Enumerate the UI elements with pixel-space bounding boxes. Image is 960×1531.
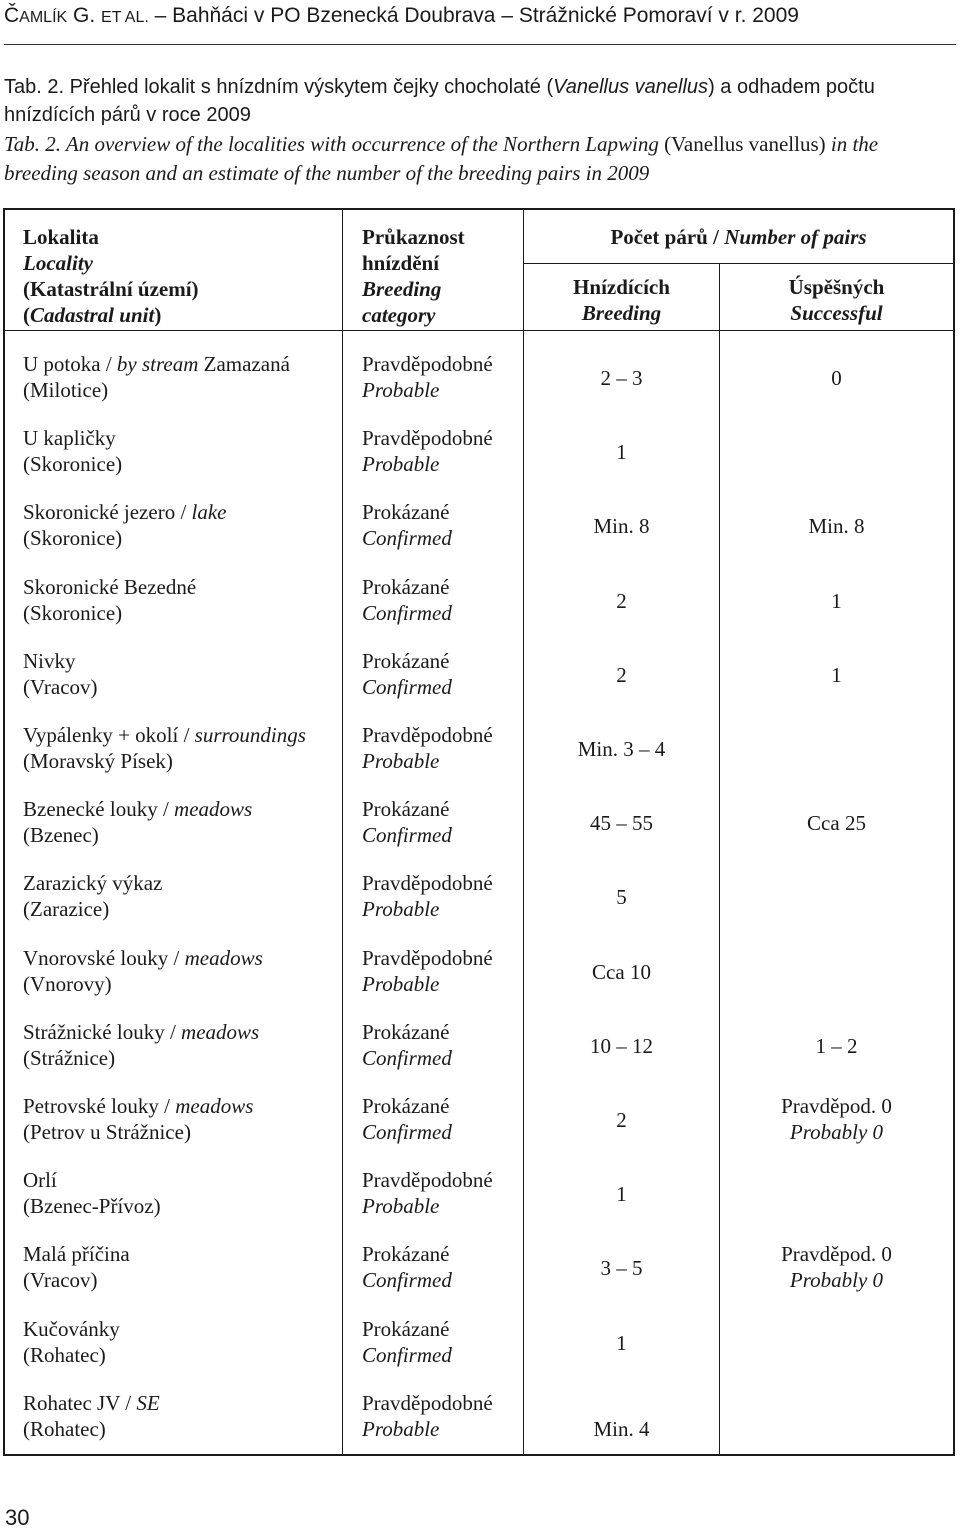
- table-frame: [3, 208, 955, 1456]
- locality-name-text: Skoronické jezero /: [23, 500, 192, 524]
- category-en: Probable: [362, 749, 440, 773]
- header-subdivider: [523, 263, 953, 264]
- cadastral-unit: (Skoronice): [23, 452, 123, 476]
- breeding-pairs: Cca 10: [592, 960, 651, 984]
- header-category-cz1: Průkaznost: [362, 225, 465, 249]
- category-cz: Prokázané: [362, 797, 450, 821]
- cadastral-unit: (Vracov): [23, 1268, 98, 1292]
- cadastral-unit: (Petrov u Strážnice): [23, 1120, 191, 1144]
- successful-pairs-en: Probably 0: [789, 1268, 884, 1292]
- header-successful-en: Successful: [790, 301, 883, 325]
- category-en: Confirmed: [362, 823, 452, 847]
- locality-name-english: meadows: [174, 797, 253, 821]
- caption-cz-prefix: Tab. 2. Přehled lokalit s hnízdním výskytem čejky chocholaté (: [4, 76, 554, 98]
- category-cz: Pravděpodobné: [362, 426, 493, 450]
- locality-name-text: Nivky: [23, 649, 76, 673]
- category-cz: Pravděpodobné: [362, 352, 493, 376]
- category-en: Probable: [362, 1194, 440, 1218]
- breeding-pairs: 2: [616, 1108, 627, 1132]
- locality-name-text: Strážnické louky /: [23, 1020, 182, 1044]
- locality-name: [23, 1390, 160, 1417]
- locality-name-english: SE: [136, 1391, 160, 1415]
- locality-name-text: Bzenecké louky /: [23, 797, 175, 821]
- header-locality-en: Locality: [23, 251, 93, 275]
- breeding-pairs: 2: [616, 589, 627, 613]
- category-cz: Prokázané: [362, 1317, 450, 1341]
- locality-name: [23, 1019, 259, 1046]
- successful-pairs: 1: [831, 589, 842, 613]
- locality-name: [23, 796, 252, 823]
- header-breeding-en: Breeding: [581, 301, 662, 325]
- category-en: Confirmed: [362, 1046, 452, 1070]
- category-en: Confirmed: [362, 1343, 452, 1367]
- locality-name-english: meadows: [175, 1094, 254, 1118]
- cadastral-en-text: Cadastral unit: [30, 303, 155, 327]
- header-category-en1: Breeding: [362, 277, 442, 301]
- successful-pairs-en: Probably 0: [789, 1120, 884, 1144]
- locality-name: [23, 1316, 120, 1343]
- category-cz: Prokázané: [362, 575, 450, 599]
- locality-name-tail: Zamazaná: [198, 352, 290, 376]
- author-surname-rest: AMLÍK: [19, 9, 68, 26]
- category-en: Probable: [362, 378, 440, 402]
- caption-en-part1: Tab. 2. An overview of the localities with occurrence of the Northern Lapwing: [4, 132, 665, 156]
- locality-name-english: meadows: [184, 946, 263, 970]
- breeding-pairs: 1: [616, 1331, 627, 1355]
- category-en: Probable: [362, 897, 440, 921]
- header-rule: [4, 44, 956, 45]
- successful-pairs: 1: [831, 663, 842, 687]
- locality-name-text: Skoronické Bezedné: [23, 575, 197, 599]
- locality-name: [23, 425, 116, 452]
- breeding-pairs: 1: [616, 440, 627, 464]
- et-al: ET AL.: [101, 9, 149, 26]
- category-en: Probable: [362, 1417, 440, 1441]
- locality-name-text: U kapličky: [23, 426, 116, 450]
- breeding-pairs: 45 – 55: [590, 811, 653, 835]
- locality-name-text: Malá příčina: [23, 1242, 130, 1266]
- locality-name-text: Vypálenky + okolí /: [23, 723, 195, 747]
- category-en: Probable: [362, 452, 440, 476]
- locality-name: [23, 574, 196, 601]
- cadastral-unit: (Vnorovy): [23, 972, 112, 996]
- successful-pairs: Cca 25: [807, 811, 866, 835]
- successful-pairs: Min. 8: [808, 514, 865, 538]
- category-cz: Prokázané: [362, 1020, 450, 1044]
- locality-name-text: U potoka /: [23, 352, 117, 376]
- header-category-cz2: hnízdění: [362, 251, 440, 275]
- category-cz: Prokázané: [362, 1242, 450, 1266]
- locality-name: [23, 870, 162, 897]
- category-en: Probable: [362, 972, 440, 996]
- category-cz: Pravděpodobné: [362, 946, 493, 970]
- paren-close: ): [154, 303, 162, 327]
- locality-name-english: surroundings: [194, 723, 306, 747]
- successful-pairs: 0: [831, 366, 842, 390]
- header-cadastral-en: [23, 302, 161, 329]
- locality-name-text: Kučovánky: [23, 1317, 120, 1341]
- author-initial: Č: [4, 4, 20, 27]
- successful-pairs: 1 – 2: [815, 1034, 858, 1058]
- caption-en-part2: in the breeding season and an estimate of the number of the breeding pairs in 2009: [4, 132, 879, 185]
- locality-name: [23, 1093, 253, 1120]
- header-cadastral-cz: (Katastrální území): [23, 277, 199, 301]
- locality-name-text: Zarazický výkaz: [23, 871, 163, 895]
- locality-name-text: Vnorovské louky /: [23, 946, 185, 970]
- breeding-pairs: 1: [616, 1182, 627, 1206]
- cadastral-unit: (Bzenec-Přívoz): [23, 1194, 161, 1218]
- category-cz: Pravděpodobné: [362, 723, 493, 747]
- table-caption-en: [4, 130, 956, 188]
- breeding-pairs: 2: [616, 663, 627, 687]
- header-pairs: [524, 224, 953, 251]
- locality-name: [23, 1167, 57, 1194]
- category-cz: Prokázané: [362, 500, 450, 524]
- caption-cz-species: Vanellus vanellus: [553, 76, 709, 98]
- header-category-en2: category: [362, 303, 436, 327]
- col-divider-1: [342, 210, 343, 1454]
- page-number: 30: [5, 1505, 30, 1530]
- cadastral-unit: (Rohatec): [23, 1343, 106, 1367]
- header-locality-cz: Lokalita: [23, 225, 99, 249]
- locality-name: [23, 351, 290, 378]
- category-cz: Pravděpodobné: [362, 1168, 493, 1192]
- successful-pairs: Pravděpod. 0: [781, 1094, 892, 1118]
- locality-name: [23, 648, 76, 675]
- cadastral-unit: (Strážnice): [23, 1046, 116, 1070]
- header-pairs-cz: Počet párů /: [610, 225, 725, 249]
- running-title: – Bahňáci v PO Bzenecká Doubrava – Strážnické Pomoraví v r. 2009: [154, 4, 799, 27]
- locality-name-english: lake: [191, 500, 227, 524]
- breeding-pairs: Min. 3 – 4: [577, 737, 666, 761]
- category-cz: Pravděpodobné: [362, 871, 493, 895]
- table-caption-cz: [4, 73, 956, 129]
- breeding-pairs: 2 – 3: [600, 366, 643, 390]
- paren-open: (: [23, 303, 30, 327]
- locality-name: [23, 1241, 130, 1268]
- breeding-pairs: 3 – 5: [600, 1256, 643, 1280]
- successful-pairs: Pravděpod. 0: [781, 1242, 892, 1266]
- breeding-pairs: 5: [616, 885, 627, 909]
- category-en: Confirmed: [362, 1120, 452, 1144]
- cadastral-unit: (Milotice): [23, 378, 109, 402]
- locality-name: [23, 499, 227, 526]
- breeding-pairs: Min. 8: [593, 514, 650, 538]
- cadastral-unit: (Bzenec): [23, 823, 99, 847]
- locality-name-english: by stream: [116, 352, 199, 376]
- category-cz: Prokázané: [362, 649, 450, 673]
- breeding-pairs: 10 – 12: [590, 1034, 653, 1058]
- cadastral-unit: (Vracov): [23, 675, 98, 699]
- cadastral-unit: (Zarazice): [23, 897, 110, 921]
- author-given-initial: G.: [73, 4, 96, 27]
- category-en: Confirmed: [362, 601, 452, 625]
- locality-name-text: Rohatec JV /: [23, 1391, 137, 1415]
- cadastral-unit: (Moravský Písek): [23, 749, 173, 773]
- locality-name-english: meadows: [181, 1020, 260, 1044]
- locality-name-text: Orlí: [23, 1168, 57, 1192]
- category-cz: Prokázané: [362, 1094, 450, 1118]
- header-pairs-en: Number of pairs: [724, 225, 867, 249]
- category-cz: Pravděpodobné: [362, 1391, 493, 1415]
- header-breeding-cz: Hnízdících: [573, 275, 670, 299]
- cadastral-unit: (Rohatec): [23, 1417, 106, 1441]
- locality-name: [23, 945, 263, 972]
- cadastral-unit: (Skoronice): [23, 526, 123, 550]
- header-successful-cz: Úspěšných: [788, 275, 885, 299]
- header-bottom-line: [5, 330, 953, 331]
- locality-name: [23, 722, 306, 749]
- breeding-pairs: Min. 4: [593, 1417, 650, 1441]
- caption-cz-suffix: ) a odhadem počtu hnízdících párů v roce 2009: [4, 76, 875, 126]
- category-en: Confirmed: [362, 675, 452, 699]
- category-en: Confirmed: [362, 526, 452, 550]
- locality-name-text: Petrovské louky /: [23, 1094, 176, 1118]
- category-en: Confirmed: [362, 1268, 452, 1292]
- running-head: [4, 4, 799, 28]
- cadastral-unit: (Skoronice): [23, 601, 123, 625]
- caption-en-species: (Vanellus vanellus): [664, 132, 826, 156]
